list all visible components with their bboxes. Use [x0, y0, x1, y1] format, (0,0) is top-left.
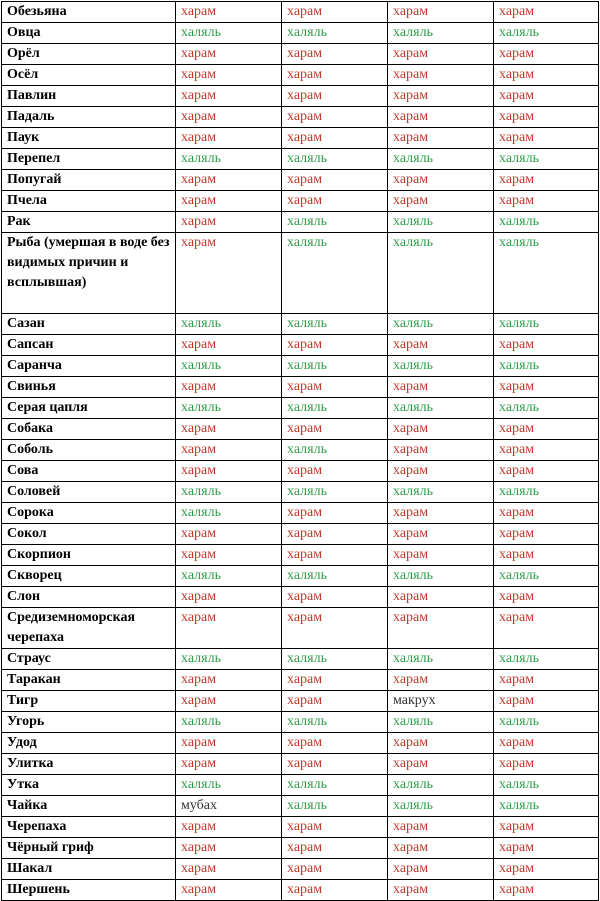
table-row — [2, 419, 599, 440]
ruling-cell: харам — [282, 170, 388, 191]
animal-name-cell: Улитка — [2, 754, 176, 775]
ruling-cell: халяль — [388, 149, 494, 170]
ruling-cell: харам — [176, 107, 282, 128]
animal-name-cell: Угорь — [2, 712, 176, 733]
ruling-cell: харам — [176, 128, 282, 149]
table-row — [2, 691, 599, 712]
table-row — [2, 398, 599, 419]
ruling-cell: харам — [282, 691, 388, 712]
ruling-cell: халяль — [176, 23, 282, 44]
ruling-cell: харам — [388, 44, 494, 65]
table-row — [2, 503, 599, 524]
table-row — [2, 356, 599, 377]
ruling-cell: халяль — [176, 314, 282, 335]
ruling-cell: харам — [494, 587, 599, 608]
table-row — [2, 191, 599, 212]
table-row — [2, 796, 599, 817]
animal-name-cell: Сорока — [2, 503, 176, 524]
table-row — [2, 712, 599, 733]
animal-name-cell: Сапсан — [2, 335, 176, 356]
ruling-cell: харам — [494, 545, 599, 566]
ruling-cell: харам — [282, 191, 388, 212]
animal-name-cell: Пчела — [2, 191, 176, 212]
ruling-cell: харам — [388, 86, 494, 107]
animal-name-cell: Таракан — [2, 670, 176, 691]
ruling-cell: халяль — [494, 712, 599, 733]
ruling-cell: халяль — [388, 356, 494, 377]
ruling-cell: харам — [176, 880, 282, 901]
ruling-cell: харам — [494, 2, 599, 23]
ruling-cell: харам — [494, 691, 599, 712]
ruling-cell: халяль — [494, 356, 599, 377]
ruling-cell: харам — [176, 461, 282, 482]
table-row — [2, 314, 599, 335]
ruling-cell: харам — [282, 859, 388, 880]
ruling-cell: харам — [176, 2, 282, 23]
animal-name-cell: Удод — [2, 733, 176, 754]
ruling-cell: харам — [282, 44, 388, 65]
ruling-cell: харам — [388, 191, 494, 212]
ruling-cell: харам — [282, 461, 388, 482]
table-row — [2, 670, 599, 691]
ruling-cell: халяль — [176, 775, 282, 796]
ruling-cell: харам — [388, 503, 494, 524]
ruling-cell: халяль — [176, 398, 282, 419]
ruling-cell: харам — [388, 377, 494, 398]
ruling-cell: харам — [494, 86, 599, 107]
table-row — [2, 482, 599, 503]
ruling-cell: харам — [388, 859, 494, 880]
table-row — [2, 170, 599, 191]
ruling-cell: харам — [494, 670, 599, 691]
ruling-cell: харам — [176, 377, 282, 398]
ruling-cell: халяль — [388, 712, 494, 733]
ruling-cell: харам — [176, 754, 282, 775]
animal-name-cell: Шакал — [2, 859, 176, 880]
table-row — [2, 566, 599, 587]
ruling-cell: харам — [388, 880, 494, 901]
animal-name-cell: Перепел — [2, 149, 176, 170]
table-row — [2, 377, 599, 398]
ruling-cell: харам — [176, 419, 282, 440]
ruling-cell: харам — [282, 754, 388, 775]
table-row — [2, 149, 599, 170]
animal-name-cell: Шершень — [2, 880, 176, 901]
ruling-cell: халяль — [282, 149, 388, 170]
ruling-cell: халяль — [282, 775, 388, 796]
animal-name-cell: Тигр — [2, 691, 176, 712]
ruling-cell: харам — [176, 44, 282, 65]
table-row — [2, 335, 599, 356]
ruling-cell: харам — [494, 170, 599, 191]
ruling-cell: харам — [388, 754, 494, 775]
animal-name-cell: Соболь — [2, 440, 176, 461]
ruling-cell: халяль — [176, 503, 282, 524]
ruling-cell: халяль — [282, 482, 388, 503]
ruling-cell: халяль — [494, 482, 599, 503]
table-row — [2, 649, 599, 670]
ruling-cell: халяль — [494, 23, 599, 44]
ruling-cell: харам — [176, 545, 282, 566]
ruling-cell: халяль — [282, 649, 388, 670]
table-row — [2, 754, 599, 775]
ruling-cell: харам — [282, 2, 388, 23]
ruling-cell: халяль — [282, 712, 388, 733]
animal-name-cell: Сазан — [2, 314, 176, 335]
animal-name-cell: Обезьяна — [2, 2, 176, 23]
animal-name-cell: Скворец — [2, 566, 176, 587]
ruling-cell: харам — [388, 608, 494, 649]
ruling-cell: халяль — [282, 23, 388, 44]
animal-name-cell: Серая цапля — [2, 398, 176, 419]
ruling-cell: халяль — [388, 649, 494, 670]
ruling-cell: халяль — [388, 23, 494, 44]
table-row — [2, 2, 599, 23]
ruling-cell: халяль — [282, 566, 388, 587]
animal-name-cell: Павлин — [2, 86, 176, 107]
ruling-cell: харам — [494, 754, 599, 775]
ruling-cell: харам — [388, 170, 494, 191]
ruling-cell: харам — [494, 880, 599, 901]
animal-name-cell: Осёл — [2, 65, 176, 86]
animal-name-cell: Падаль — [2, 107, 176, 128]
animal-name-cell: Утка — [2, 775, 176, 796]
ruling-cell: харам — [176, 587, 282, 608]
ruling-cell: харам — [388, 65, 494, 86]
table-row — [2, 733, 599, 754]
animal-name-cell: Собака — [2, 419, 176, 440]
animal-name-cell: Скорпион — [2, 545, 176, 566]
ruling-cell: харам — [176, 524, 282, 545]
ruling-cell: харам — [282, 838, 388, 859]
ruling-cell: халяль — [176, 149, 282, 170]
animal-name-cell: Чайка — [2, 796, 176, 817]
ruling-cell: харам — [494, 335, 599, 356]
table-row — [2, 524, 599, 545]
ruling-cell: харам — [282, 587, 388, 608]
ruling-cell: харам — [282, 880, 388, 901]
ruling-cell: харам — [494, 107, 599, 128]
animal-name-cell: Страус — [2, 649, 176, 670]
animal-name-cell: Попугай — [2, 170, 176, 191]
ruling-cell: халяль — [388, 566, 494, 587]
table-row — [2, 859, 599, 880]
table-row — [2, 107, 599, 128]
ruling-cell: халяль — [388, 796, 494, 817]
ruling-cell: халяль — [388, 398, 494, 419]
ruling-cell: харам — [388, 545, 494, 566]
ruling-cell: халяль — [494, 149, 599, 170]
table-row — [2, 461, 599, 482]
animal-name-cell: Соловей — [2, 482, 176, 503]
animal-name-cell: Чёрный гриф — [2, 838, 176, 859]
ruling-cell: харам — [388, 524, 494, 545]
ruling-cell: харам — [388, 419, 494, 440]
ruling-cell: харам — [176, 86, 282, 107]
ruling-cell: халяль — [494, 314, 599, 335]
ruling-cell: мубах — [176, 796, 282, 817]
ruling-cell: халяль — [176, 649, 282, 670]
ruling-cell: халяль — [282, 440, 388, 461]
animal-name-cell: Средиземноморская черепаха — [2, 608, 176, 649]
ruling-cell: харам — [176, 65, 282, 86]
ruling-cell: харам — [388, 128, 494, 149]
ruling-cell: харам — [494, 503, 599, 524]
ruling-cell: халяль — [388, 212, 494, 233]
animal-name-cell: Рыба (умершая в воде без видимых причин и всплывшая) — [2, 233, 176, 314]
ruling-cell: халяль — [388, 775, 494, 796]
table-row — [2, 44, 599, 65]
ruling-cell: харам — [282, 545, 388, 566]
ruling-cell: харам — [176, 817, 282, 838]
animal-name-cell: Паук — [2, 128, 176, 149]
table-row — [2, 838, 599, 859]
animal-name-cell: Слон — [2, 587, 176, 608]
ruling-cell: харам — [282, 608, 388, 649]
ruling-cell: халяль — [282, 233, 388, 314]
ruling-cell: харам — [494, 817, 599, 838]
ruling-cell: харам — [494, 65, 599, 86]
ruling-cell: харам — [282, 128, 388, 149]
ruling-cell: халяль — [176, 482, 282, 503]
animals-table — [1, 1, 599, 901]
ruling-cell: харам — [388, 107, 494, 128]
ruling-cell: харам — [282, 335, 388, 356]
ruling-cell: харам — [282, 107, 388, 128]
ruling-cell: харам — [494, 733, 599, 754]
ruling-cell: харам — [282, 524, 388, 545]
ruling-cell: халяль — [494, 233, 599, 314]
ruling-cell: харам — [494, 859, 599, 880]
table-row — [2, 65, 599, 86]
ruling-cell: харам — [176, 233, 282, 314]
ruling-cell: харам — [388, 461, 494, 482]
animal-name-cell: Черепаха — [2, 817, 176, 838]
ruling-cell: халяль — [494, 212, 599, 233]
animal-name-cell: Овца — [2, 23, 176, 44]
ruling-cell: харам — [388, 733, 494, 754]
animal-name-cell: Саранча — [2, 356, 176, 377]
ruling-cell: халяль — [388, 314, 494, 335]
animal-name-cell: Сокол — [2, 524, 176, 545]
animals-table-body — [2, 2, 599, 901]
table-row — [2, 23, 599, 44]
ruling-cell: харам — [494, 608, 599, 649]
ruling-cell: харам — [176, 733, 282, 754]
ruling-cell: харам — [176, 838, 282, 859]
ruling-cell: халяль — [388, 482, 494, 503]
ruling-cell: харам — [494, 128, 599, 149]
ruling-cell: харам — [494, 419, 599, 440]
ruling-cell: харам — [282, 419, 388, 440]
ruling-cell: харам — [176, 670, 282, 691]
ruling-cell: харам — [494, 838, 599, 859]
ruling-cell: харам — [494, 44, 599, 65]
ruling-cell: харам — [388, 587, 494, 608]
table-row — [2, 608, 599, 649]
ruling-cell: макрух — [388, 691, 494, 712]
ruling-cell: халяль — [176, 356, 282, 377]
ruling-cell: халяль — [388, 233, 494, 314]
ruling-cell: халяль — [282, 314, 388, 335]
ruling-cell: халяль — [494, 398, 599, 419]
ruling-cell: халяль — [282, 356, 388, 377]
ruling-cell: харам — [282, 65, 388, 86]
ruling-cell: харам — [282, 733, 388, 754]
table-row — [2, 545, 599, 566]
ruling-cell: халяль — [282, 398, 388, 419]
ruling-cell: харам — [282, 503, 388, 524]
ruling-cell: харам — [494, 191, 599, 212]
ruling-cell: харам — [388, 817, 494, 838]
ruling-cell: харам — [282, 817, 388, 838]
ruling-cell: харам — [282, 670, 388, 691]
ruling-cell: харам — [388, 440, 494, 461]
animal-name-cell: Свинья — [2, 377, 176, 398]
ruling-cell: харам — [388, 838, 494, 859]
ruling-cell: харам — [388, 670, 494, 691]
ruling-cell: халяль — [176, 712, 282, 733]
ruling-cell: халяль — [494, 649, 599, 670]
animal-name-cell: Орёл — [2, 44, 176, 65]
ruling-cell: харам — [282, 377, 388, 398]
ruling-cell: харам — [282, 86, 388, 107]
ruling-cell: харам — [494, 524, 599, 545]
ruling-cell: халяль — [176, 566, 282, 587]
table-row — [2, 128, 599, 149]
ruling-cell: халяль — [282, 212, 388, 233]
ruling-cell: халяль — [282, 796, 388, 817]
ruling-cell: харам — [176, 335, 282, 356]
table-row — [2, 817, 599, 838]
ruling-cell: харам — [388, 2, 494, 23]
table-row — [2, 440, 599, 461]
ruling-cell: харам — [176, 212, 282, 233]
animal-name-cell: Рак — [2, 212, 176, 233]
ruling-cell: харам — [176, 608, 282, 649]
ruling-cell: харам — [494, 377, 599, 398]
ruling-cell: халяль — [494, 796, 599, 817]
ruling-cell: халяль — [494, 775, 599, 796]
ruling-cell: харам — [176, 440, 282, 461]
ruling-cell: харам — [176, 691, 282, 712]
ruling-cell: харам — [176, 859, 282, 880]
ruling-cell: харам — [176, 191, 282, 212]
table-row — [2, 587, 599, 608]
table-row — [2, 212, 599, 233]
table-row — [2, 233, 599, 314]
ruling-cell: харам — [494, 440, 599, 461]
table-row — [2, 775, 599, 796]
table-row — [2, 880, 599, 901]
animal-name-cell: Сова — [2, 461, 176, 482]
ruling-cell: халяль — [494, 566, 599, 587]
ruling-cell: харам — [494, 461, 599, 482]
table-row — [2, 86, 599, 107]
ruling-cell: харам — [176, 170, 282, 191]
ruling-cell: харам — [388, 335, 494, 356]
